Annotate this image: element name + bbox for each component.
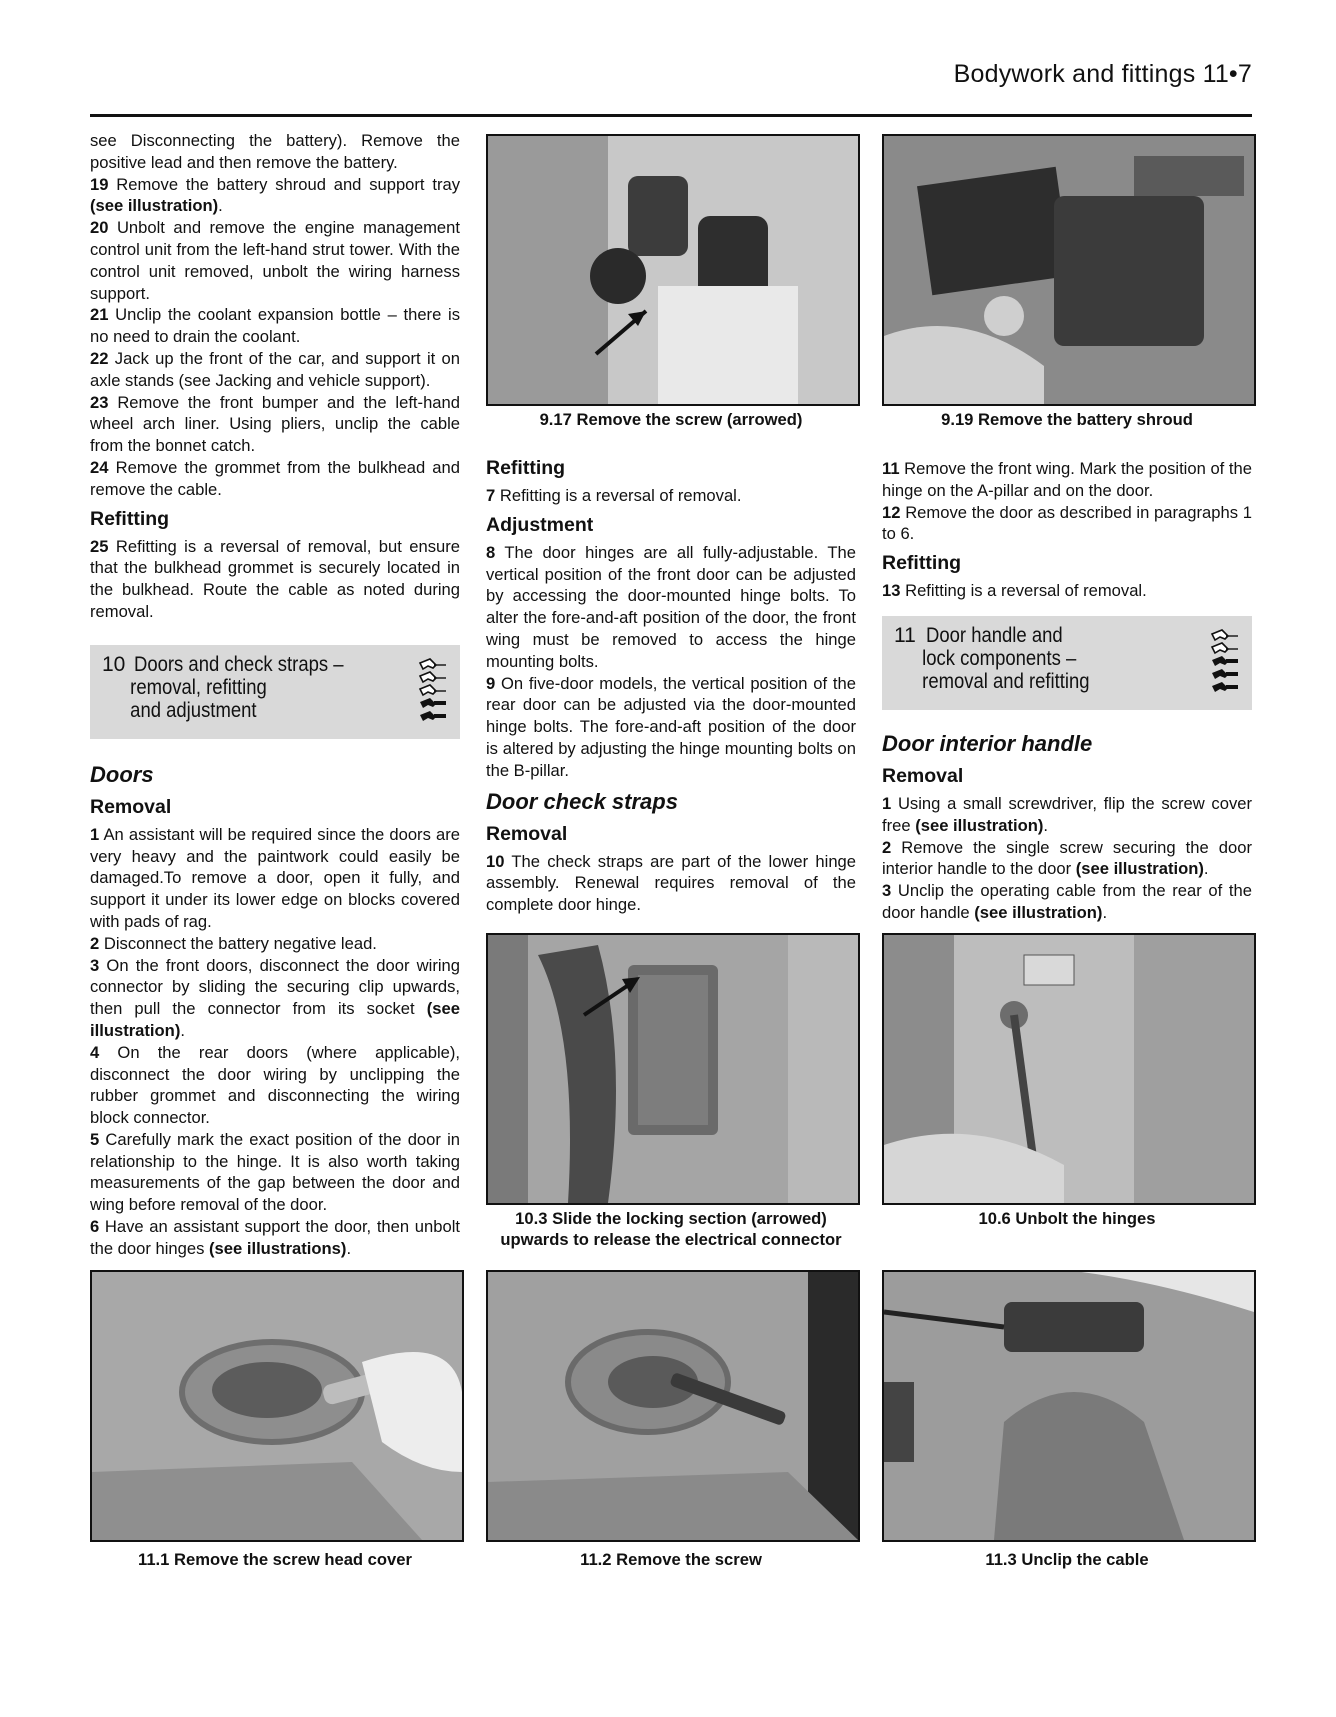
step-text: Refitting is a reversal of removal. xyxy=(499,486,742,505)
door-check-straps-heading: Door check straps xyxy=(486,788,678,814)
photo-10-3-image xyxy=(488,935,858,1203)
caption-10-3 xyxy=(486,1208,856,1250)
step-12 xyxy=(882,502,1252,546)
step-text: On the rear doors (where applicable), disconnect the door wiring by unclipping the rubber grommet and disconnecting the wiring block connector. xyxy=(90,1042,460,1128)
step-9 xyxy=(486,673,856,782)
step-text: An assistant will be required since the doors are very heavy and the paintwork could easily be damaged.To remove a door, open it fully, and support it under its lower edge on blocks covered with pads of rag. xyxy=(90,824,460,931)
step-3: 3 On the front doors, disconnect the door wiring connector by sliding the securing clip upwards, then pull the connector from its socket (see illustration). xyxy=(90,955,460,1040)
step-25 xyxy=(90,536,460,623)
section-title xyxy=(102,653,448,676)
step-number: 7 xyxy=(486,486,496,505)
step-text: Disconnect the battery negative lead. xyxy=(103,933,377,953)
caption-9-17: 9.17 Remove the screw (arrowed) xyxy=(539,410,803,429)
step-number: 2 xyxy=(90,933,100,953)
step-5 xyxy=(90,1129,460,1216)
refitting-heading: Refitting xyxy=(486,457,566,479)
step-number: 5 xyxy=(90,1129,100,1149)
caption-11-1: 11.1 Remove the screw head cover xyxy=(138,1550,412,1569)
photo-11-3 xyxy=(882,1270,1256,1542)
step-text: Remove the single screw securing the door interior handle to the door xyxy=(882,837,1252,879)
caption-9-19: 9.19 Remove the battery shroud xyxy=(941,410,1193,429)
section-11-box xyxy=(882,616,1252,710)
photo-11-1-image xyxy=(92,1272,462,1540)
step-number: 1 xyxy=(90,824,100,844)
refitting-heading: Refitting xyxy=(882,552,962,575)
photo-9-19-image xyxy=(884,136,1254,404)
step-number: 23 xyxy=(90,392,109,412)
step-number: 22 xyxy=(90,348,109,368)
step-22 xyxy=(90,348,460,392)
difficulty-wrench-icon xyxy=(416,657,450,725)
step-text: Refitting is a reversal of removal. xyxy=(905,581,1147,601)
step-text: Refitting is a reversal of removal, but ensure that the bulkhead grommet is securely located in the bulkhead. Route the cable as noted during removal. xyxy=(90,536,460,621)
refitting-heading: Refitting xyxy=(90,507,170,530)
step-1 xyxy=(90,824,460,933)
step-19: 19 Remove the battery shroud and support tray (see illustration). xyxy=(90,174,460,216)
text: see Disconnecting the battery). Remove the positive lead and then remove the battery. xyxy=(90,131,460,172)
step-text: Using a small screwdriver, flip the screw cover free xyxy=(882,793,1252,835)
removal-heading: Removal xyxy=(882,764,964,787)
step-text: On five-door models, the vertical position of the rear door can be adjusted via the door-mounted hinge bolts. The fore-and-aft position of the door is altered by adjusting the hinge mounting bolts on the B-pillar. xyxy=(486,673,856,780)
step-6: 6 Have an assistant support the door, then unbolt the door hinges (see illustrations). xyxy=(90,1217,460,1258)
photo-11-2 xyxy=(486,1270,860,1542)
step-13 xyxy=(882,580,1252,602)
step-text: Carefully mark the exact position of the door in relationship to the hinge. It is also worth taking measurements of the gap between the door and wing before removal of the door. xyxy=(90,1129,460,1215)
step-text: Remove the battery shroud and support tray xyxy=(116,174,460,194)
step-number: 13 xyxy=(882,581,901,601)
caption-10-6: 10.6 Unbolt the hinges xyxy=(978,1209,1156,1228)
step-number: 20 xyxy=(90,218,109,238)
difficulty-wrench-icon xyxy=(1208,628,1242,696)
column-2 xyxy=(486,452,856,916)
step-text: Have an assistant support the door, then unbolt the door hinges xyxy=(90,1217,460,1258)
step-text: Unclip the coolant expansion bottle – there is no need to drain the coolant. xyxy=(90,305,460,347)
section-number: 11 xyxy=(894,623,916,647)
section-number: 10 xyxy=(102,652,126,676)
step-7 xyxy=(486,485,856,507)
paragraph-battery xyxy=(90,130,460,174)
illustration-ref: (see illustrations) xyxy=(209,1238,347,1258)
step-23 xyxy=(90,392,460,457)
step-text: Jack up the front of the car, and support it on axle stands (see Jacking and vehicle support). xyxy=(90,348,460,390)
adjustment-heading: Adjustment xyxy=(486,513,594,536)
removal-heading: Removal xyxy=(90,795,172,818)
photo-9-19 xyxy=(882,134,1256,406)
step-number: 12 xyxy=(882,502,901,522)
step-text: Unbolt and remove the engine management control unit from the left-hand strut tower. With the control unit removed, unbolt the wiring harness support. xyxy=(90,218,460,303)
photo-11-2-image xyxy=(488,1272,858,1540)
section-title xyxy=(894,624,1240,647)
photo-9-17 xyxy=(486,134,860,406)
caption-line-1: 10.3 Slide the locking section (arrowed) xyxy=(515,1209,827,1228)
step-number: 19 xyxy=(90,174,109,194)
step-8 xyxy=(486,542,856,673)
running-header xyxy=(90,58,1252,118)
step-number: 8 xyxy=(486,542,496,562)
step-2 xyxy=(90,933,460,955)
section-subtitle-1: lock components – xyxy=(922,646,1077,670)
step-text: The check straps are part of the lower hinge assembly. Renewal requires removal of the complete door hinge. xyxy=(486,851,856,915)
photo-10-6-image xyxy=(884,935,1254,1203)
caption-11-2: 11.2 Remove the screw xyxy=(580,1550,762,1569)
photo-10-3 xyxy=(486,933,860,1205)
illustration-ref: (see illustration) xyxy=(915,815,1044,835)
section-subtitle-1: removal, refitting xyxy=(130,675,267,699)
step-text: Unclip the operating cable from the rear of the door handle xyxy=(882,881,1252,922)
photo-11-1 xyxy=(90,1270,464,1542)
photo-9-17-image xyxy=(488,136,858,404)
handle-step-1: 1 Using a small screwdriver, flip the screw cover free (see illustration). xyxy=(882,793,1252,835)
column-3 xyxy=(882,458,1252,924)
photo-10-6 xyxy=(882,933,1256,1205)
step-number: 3 xyxy=(90,955,100,975)
step-10 xyxy=(486,851,856,916)
step-text: Remove the grommet from the bulkhead and remove the cable. xyxy=(90,457,460,499)
step-number: 6 xyxy=(90,1217,100,1237)
illustration-ref: (see illustration) xyxy=(90,999,460,1040)
step-number: 2 xyxy=(882,837,892,857)
step-text: Remove the front wing. Mark the position of the hinge on the A-pillar and on the door. xyxy=(882,459,1252,500)
step-number: 9 xyxy=(486,673,496,693)
step-21 xyxy=(90,304,460,348)
door-interior-handle-heading: Door interior handle xyxy=(882,730,1093,756)
step-text: Remove the door as described in paragraphs 1 to 6. xyxy=(882,502,1252,544)
step-number: 3 xyxy=(882,881,892,901)
step-4 xyxy=(90,1042,460,1129)
header-rule xyxy=(90,114,1252,117)
illustration-ref: (see illustration) xyxy=(1075,859,1204,879)
step-text: The door hinges are all fully-adjustable. The vertical position of the front door can be adjusted by accessing the door-mounted hinge bolts. To alter the fore-and-aft position of the door, the front wing must be removed to access the hinge mounting bolts. xyxy=(486,542,856,671)
step-number: 21 xyxy=(90,305,109,325)
step-24 xyxy=(90,457,460,501)
handle-step-3: 3 Unclip the operating cable from the rear of the door handle (see illustration). xyxy=(882,881,1252,922)
handle-step-2: 2 Remove the single screw securing the door interior handle to the door (see illustration). xyxy=(882,837,1252,879)
illustration-ref: (see illustration) xyxy=(90,196,219,216)
section-subtitle-2: and adjustment xyxy=(130,698,257,722)
removal-heading: Removal xyxy=(486,822,568,845)
step-number: 11 xyxy=(882,459,900,478)
step-11 xyxy=(882,458,1252,502)
step-text: On the front doors, disconnect the door wiring connector by sliding the securing clip upwards, then pull the connector from its socket xyxy=(90,955,460,1019)
column-1 xyxy=(90,130,460,1260)
step-20 xyxy=(90,217,460,304)
step-number: 10 xyxy=(486,851,505,871)
section-title-text: Door handle and xyxy=(926,623,1063,647)
step-number: 4 xyxy=(90,1042,100,1062)
caption-line-2: upwards to release the electrical connector xyxy=(500,1230,842,1249)
section-title-text: Doors and check straps – xyxy=(134,652,344,676)
section-10-box xyxy=(90,645,460,739)
step-text: Remove the front bumper and the left-hand wheel arch liner. Using pliers, unclip the cable from the bonnet catch. xyxy=(90,392,460,456)
step-number: 25 xyxy=(90,536,109,556)
doors-heading: Doors xyxy=(90,761,154,787)
photo-11-3-image xyxy=(884,1272,1254,1540)
step-number: 1 xyxy=(882,793,892,813)
page-header-title: Bodywork and fittings 11•7 xyxy=(953,60,1252,88)
caption-11-3: 11.3 Unclip the cable xyxy=(985,1550,1149,1569)
section-subtitle-2: removal and refitting xyxy=(922,669,1090,693)
step-number: 24 xyxy=(90,457,109,477)
illustration-ref: (see illustration) xyxy=(974,902,1103,922)
